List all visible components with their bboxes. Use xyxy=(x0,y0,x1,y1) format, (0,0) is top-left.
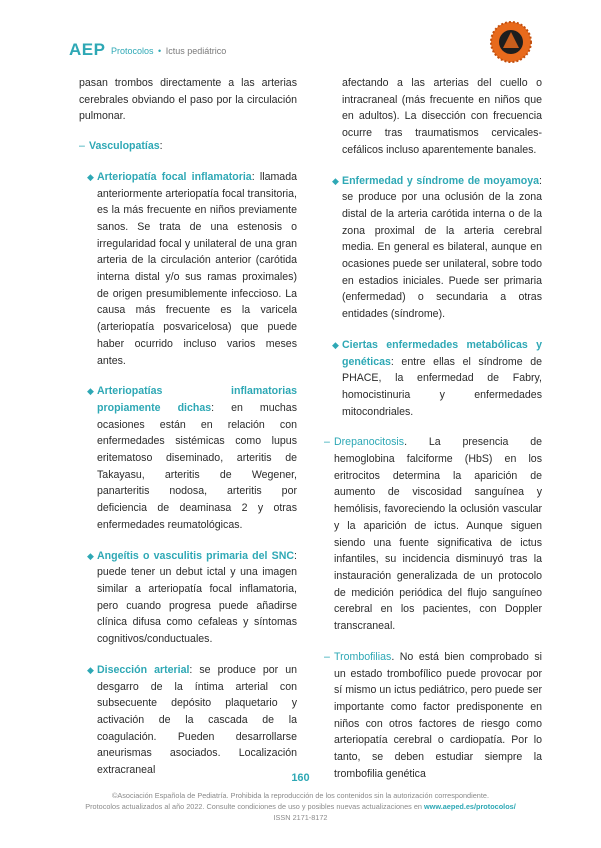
item-text: : en muchas ocasiones están en relación con enfermedades sistémicas como lupus eritematoso diseminado, arteritis de Takayasu, arteritis de Wegener, panarteritis nodosa, arteritis por deficiencia de deaminasa 2 y otras enfermedades reumatológicas. xyxy=(97,401,297,531)
item-text: : llamada anteriormente arteriopatía focal transitoria, es la más frecuente en niños previamente sanos. Se trata de una estenosis o irregularidad focal y unilateral de una gran arteria de la circulación anterior (carótida interna distal y/o sus ramas proximales) de origen presumiblemente infeccioso. La causa más frecuente es la varicela (arteriopatía posvaricelosa) que puede haber ocurrido incluso varios meses antes. xyxy=(97,170,297,367)
left-column xyxy=(79,75,297,779)
header-section: Protocolos xyxy=(111,46,154,56)
item-term: Enfermedad y síndrome de moyamoya xyxy=(342,174,540,187)
header-separator: • xyxy=(158,46,162,56)
dash-marker: – xyxy=(79,140,85,153)
vasculopatias-colon: : xyxy=(159,140,163,153)
item-text: : se produce por una oclusión de la zona distal de la arteria carótida interna o de la zona proximal de la arteria cerebral media. En general es bilateral, aunque en ocasiones puede ser unilateral, sobre todo en estadios iniciales. Puede ser primaria (enfermedad) o secundaria a otras entidades (síndrome). xyxy=(342,174,542,321)
list-item xyxy=(324,337,542,421)
dash-list-item xyxy=(324,649,542,783)
item-term: Arteriopatía focal inflamatoria xyxy=(97,170,252,183)
header-topic: Ictus pediátrico xyxy=(165,46,227,56)
bullet-icon: ◆ xyxy=(332,339,339,350)
aep-logo: AEP xyxy=(69,40,106,59)
vasculopatias-label: Vasculopatías xyxy=(89,140,160,153)
bullet-icon: ◆ xyxy=(87,386,94,397)
footer-copyright: ©Asociación Española de Pediatría. Prohibida la reproducción de los contenidos sin la autorización correspondiente. xyxy=(112,791,489,800)
page-header xyxy=(69,28,539,58)
item-text: . La presencia de hemoglobina falciforme (HbS) en los eritrocitos determina la aparición de aumento de viscosidad sanguínea y hemólisis, favoreciendo la oclusión vascular y la aparición de ictus. Aunque siguen siendo una fuente significativa de ictus infantiles, su incidencia disminuyó tras la instauración generalizada de un protocolo de medición periódica del flujo sanguíneo cerebral en los pacientes, con Doppler transcraneal. xyxy=(334,436,542,633)
header-breadcrumb xyxy=(111,46,226,56)
list-item xyxy=(79,662,297,779)
right-column xyxy=(324,75,542,782)
footer-update-text: Protocolos actualizados al año 2022. Consulte condiciones de uso y posibles nuevas actualizaciones en xyxy=(85,802,424,811)
intro-paragraph: pasan trombos directamente a las arterias cerebrales obviando el paso por la circulación pulmonar. xyxy=(79,77,297,123)
item-text: : puede tener un debut ictal y una imagen similar a arteriopatía focal inflamatoria, pero cuando progresa puede añadirse clínica difusa como cefaleas y síntomas cognitivos/conductuales. xyxy=(97,549,297,646)
seal-logo-icon xyxy=(489,20,533,64)
item-text: : se produce por un desgarro de la íntima arterial con subsecuente depósito plaquetario y activación de la cascada de la coagulación. Pueden desarrollarse aneurismas asociados. Localización extracraneal xyxy=(97,663,297,777)
continuation-block xyxy=(324,75,542,159)
item-term: Arteriopatías inflamatorias propiamente dichas xyxy=(97,385,297,414)
footer-protocols-link[interactable]: www.aeped.es/protocolos/ xyxy=(423,802,516,811)
continuation-paragraph: afectando a las arterias del cuello o intracraneal (más frecuente en niños que en adultos). La disección con frecuencia ocurre tras traumatismos cervicales-cefálicos incluso aparentemente banales. xyxy=(342,77,542,156)
item-text: : entre ellas el síndrome de PHACE, la enfermedad de Fabry, homocistinuria y enfermedades mitocondriales. xyxy=(342,355,542,418)
page-footer xyxy=(0,790,601,823)
footer-issn: ISSN 2171-8172 xyxy=(273,813,328,822)
item-term: Drepanocitosis xyxy=(334,436,405,449)
bullet-icon: ◆ xyxy=(87,550,94,561)
page-number: 160 xyxy=(291,772,310,784)
item-term: Ciertas enfermedades metabólicas y genéticas xyxy=(342,338,542,368)
dash-list-item xyxy=(324,434,542,634)
list-item xyxy=(79,383,297,533)
item-text: . No está bien comprobado si un estado trombofílico puede provocar por sí mismo un ictus pediátrico, pero puede ser importante como factor predisponente en niños con otros factores de riesgo como arteriopatía cerebral o cardiopatía. Por lo tanto, se deben estudiar siempre la trombofilia genética xyxy=(334,650,542,780)
item-term: Trombofilias xyxy=(334,650,392,663)
list-item xyxy=(324,173,542,323)
bullet-icon: ◆ xyxy=(87,664,94,675)
dash-marker: – xyxy=(324,436,330,449)
list-item xyxy=(79,548,297,648)
bullet-icon: ◆ xyxy=(332,175,339,186)
bullet-icon: ◆ xyxy=(87,171,94,182)
item-term: Angeítis o vasculitis primaria del SNC xyxy=(97,549,295,562)
item-term: Disección arterial xyxy=(97,663,190,676)
list-item xyxy=(79,169,297,369)
dash-marker: – xyxy=(324,650,330,663)
footer-update-line xyxy=(0,801,601,812)
vasculopatias-heading xyxy=(79,138,297,155)
